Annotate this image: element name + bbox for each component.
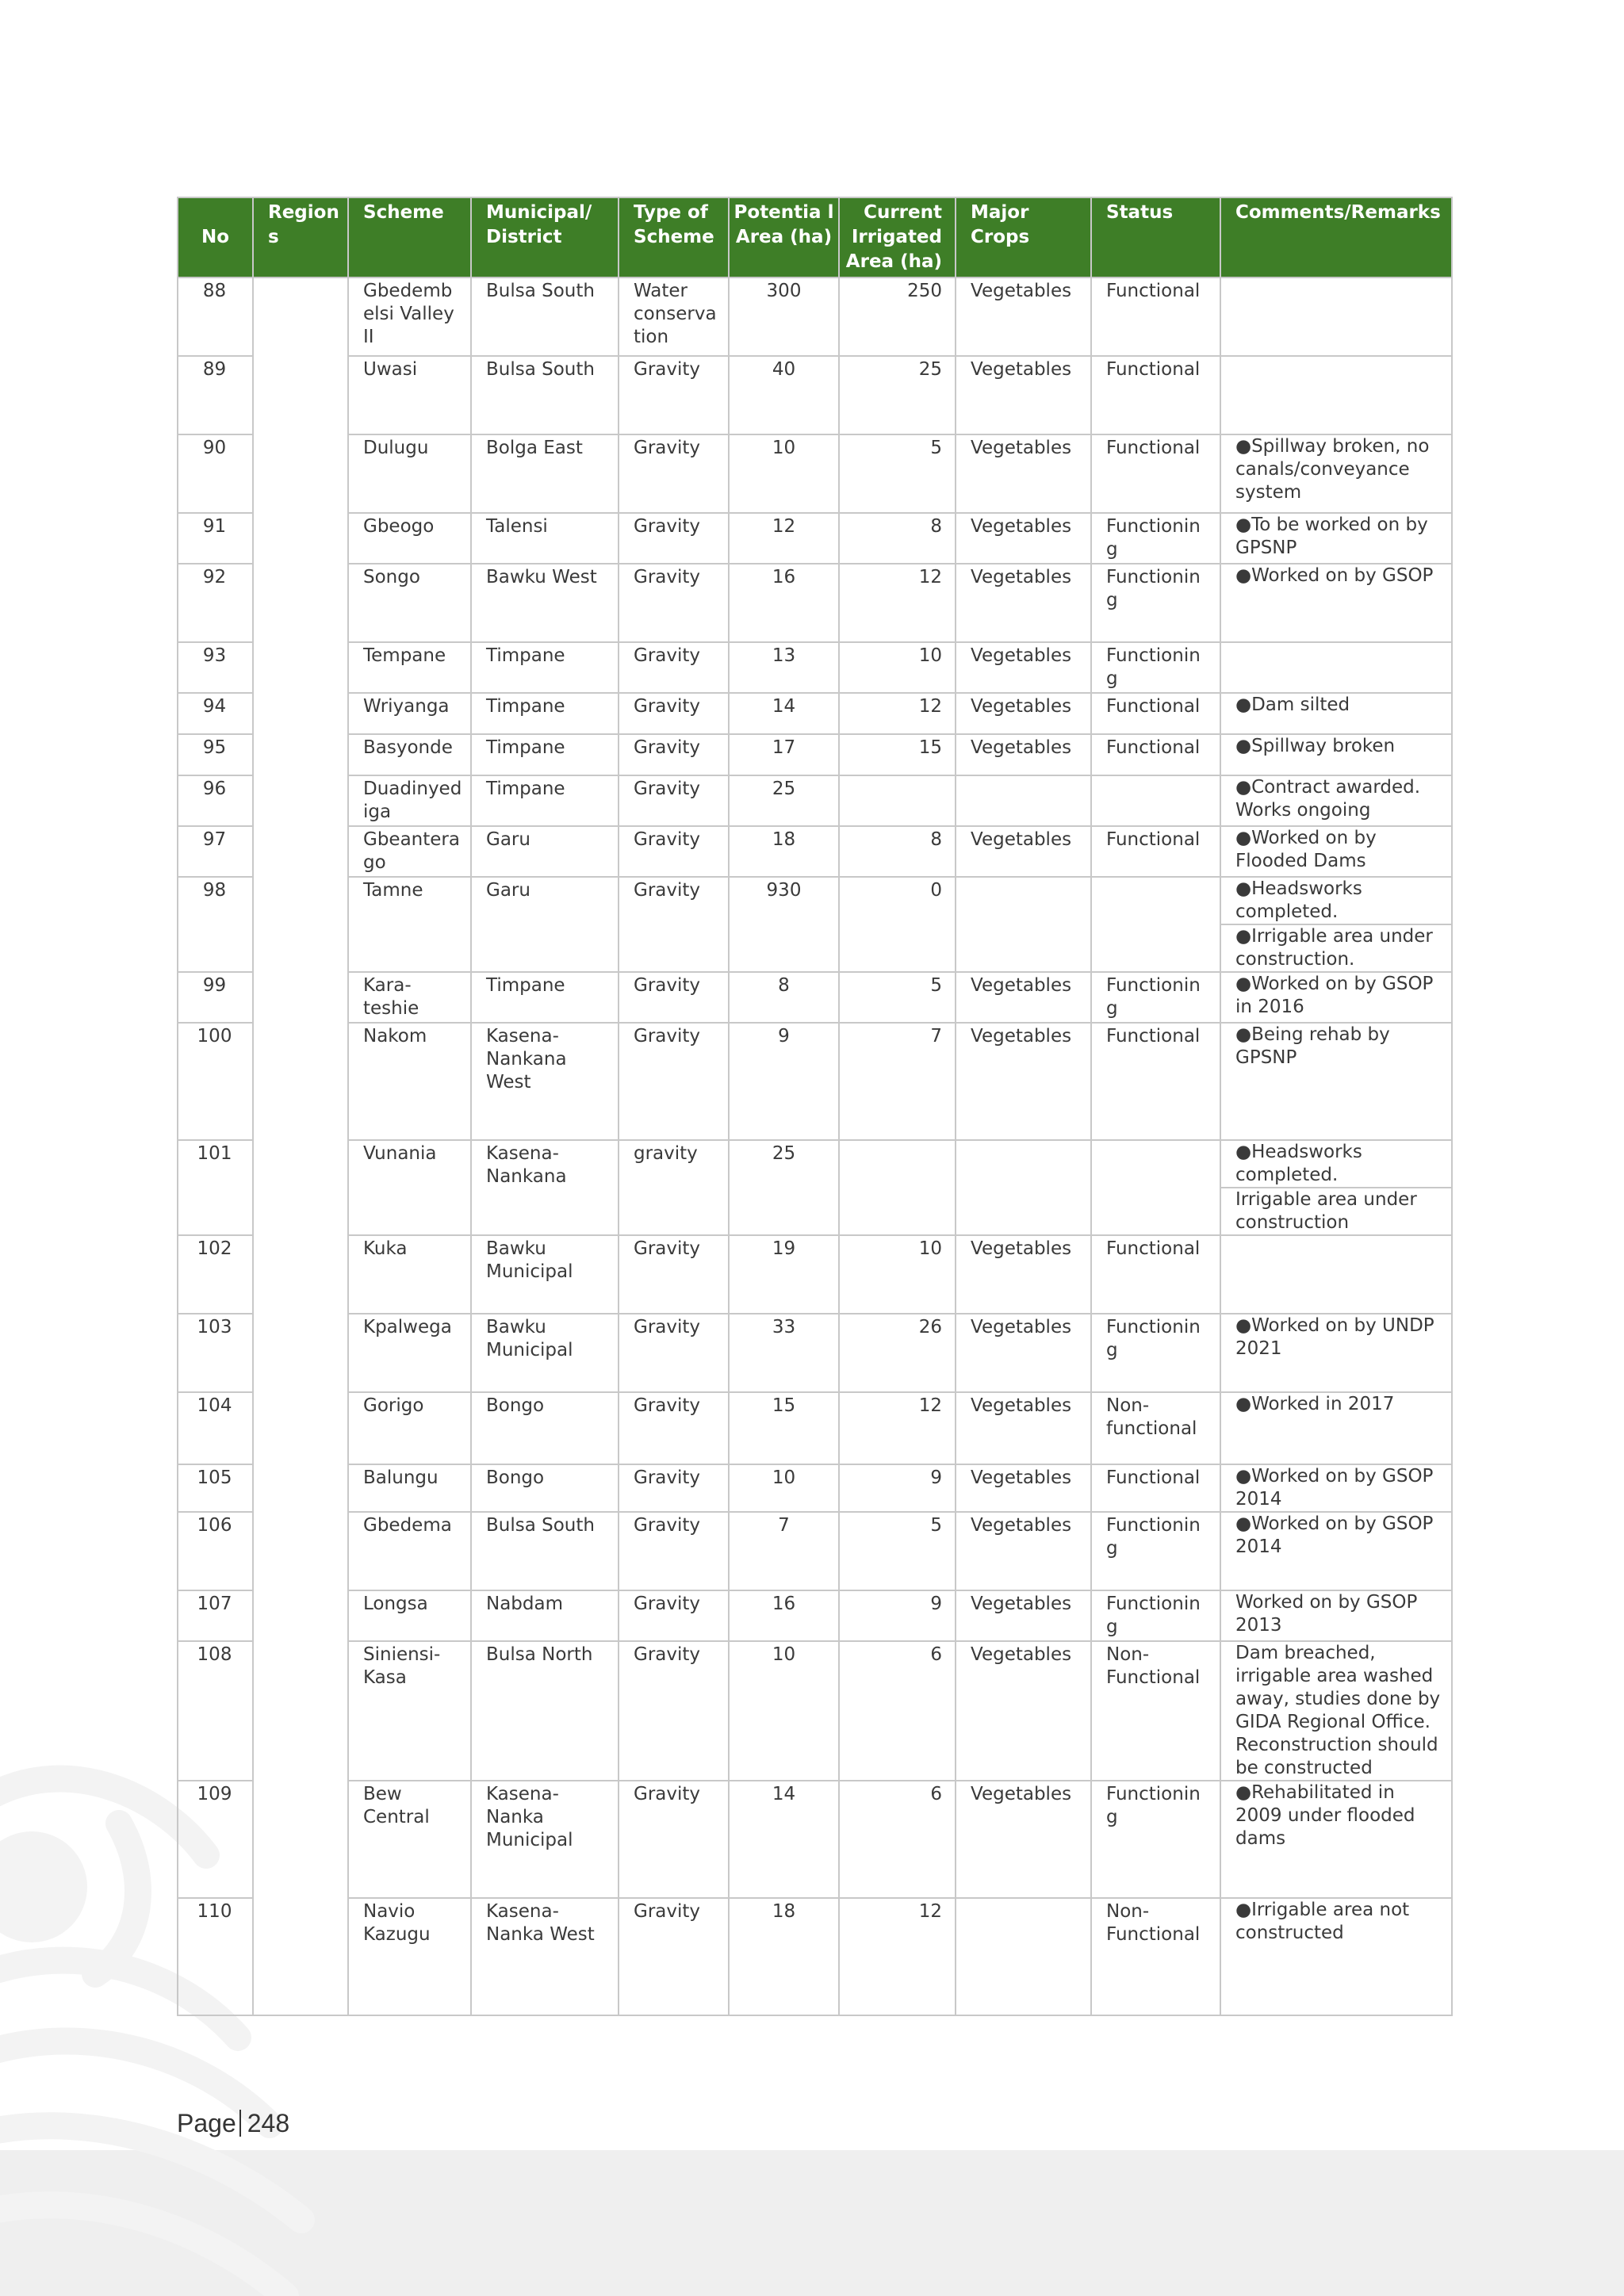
cell-type: Gravity	[619, 1512, 729, 1590]
cell-no: 107	[178, 1590, 253, 1641]
cell-potential-area: 14	[729, 1781, 839, 1898]
cell-potential-area: 8	[729, 972, 839, 1023]
table-row	[178, 1464, 1452, 1512]
cell-type: Gravity	[619, 1392, 729, 1464]
cell-current-area: 8	[839, 826, 956, 877]
cell-status: Functional	[1091, 826, 1220, 877]
cell-district: Bulsa South	[471, 1512, 619, 1590]
cell-type: Gravity	[619, 513, 729, 564]
cell-potential-area: 16	[729, 564, 839, 642]
cell-status: Functional	[1091, 693, 1220, 734]
comment-line: ●Worked on by GSOP in 2016	[1235, 974, 1434, 1017]
comment-line: Dam breached, irrigable area washed away, studies done by GIDA Regional Office. Reconstruction should be constructed	[1235, 1643, 1441, 1778]
cell-status: Non- Functional	[1091, 1898, 1220, 2015]
comment-line: ●Irrigable area not constructed	[1235, 1900, 1410, 1943]
cell-current-area: 12	[839, 564, 956, 642]
cell-current-area: 25	[839, 356, 956, 434]
table-row	[178, 513, 1452, 564]
cell-comments	[1220, 1235, 1452, 1314]
cell-status: Functionin g	[1091, 1512, 1220, 1590]
comment-line: ●Worked on by GSOP	[1235, 565, 1434, 586]
cell-district: Bulsa South	[471, 277, 619, 356]
cell-scheme: Kpalwega	[348, 1314, 471, 1392]
cell-potential-area: 7	[729, 1512, 839, 1590]
cell-potential-area: 19	[729, 1235, 839, 1314]
cell-status: Functionin g	[1091, 642, 1220, 693]
cell-comments	[1220, 513, 1452, 564]
page-number-label	[177, 2109, 289, 2138]
comment-line: ●Spillway broken	[1235, 736, 1396, 756]
cell-major-crops: Vegetables	[956, 1392, 1091, 1464]
cell-major-crops: Vegetables	[956, 642, 1091, 693]
cell-district: Bongo	[471, 1392, 619, 1464]
cell-comments	[1220, 1898, 1452, 2015]
header-no: No	[178, 197, 253, 277]
cell-potential-area: 17	[729, 734, 839, 775]
cell-potential-area: 10	[729, 1464, 839, 1512]
comment-line: ●To be worked on by GPSNP	[1235, 515, 1428, 558]
cell-district: Bongo	[471, 1464, 619, 1512]
cell-no: 92	[178, 564, 253, 642]
cell-no: 102	[178, 1235, 253, 1314]
cell-status: Functionin g	[1091, 564, 1220, 642]
comment-line: ●Dam silted	[1235, 695, 1350, 715]
cell-status: Functionin g	[1091, 972, 1220, 1023]
cell-major-crops: Vegetables	[956, 1590, 1091, 1641]
cell-scheme: Kuka	[348, 1235, 471, 1314]
cell-scheme: Longsa	[348, 1590, 471, 1641]
cell-comments	[1220, 734, 1452, 775]
cell-scheme: Balungu	[348, 1464, 471, 1512]
comment-line: Irrigable area under construction	[1221, 1187, 1451, 1234]
table-row	[178, 1140, 1452, 1235]
cell-major-crops: Vegetables	[956, 434, 1091, 513]
table-header-row	[178, 197, 1452, 277]
header-status: Status	[1091, 197, 1220, 277]
table-row	[178, 972, 1452, 1023]
cell-no: 91	[178, 513, 253, 564]
cell-comments	[1220, 826, 1452, 877]
cell-type: Gravity	[619, 356, 729, 434]
cell-potential-area: 33	[729, 1314, 839, 1392]
comment-line: Worked on by GSOP 2013	[1235, 1592, 1418, 1636]
cell-major-crops: Vegetables	[956, 1235, 1091, 1314]
cell-no: 93	[178, 642, 253, 693]
cell-district: Bawku Municipal	[471, 1314, 619, 1392]
cell-district: Timpane	[471, 734, 619, 775]
cell-potential-area: 40	[729, 356, 839, 434]
cell-status: Functional	[1091, 356, 1220, 434]
cell-status	[1091, 775, 1220, 826]
cell-comments	[1220, 564, 1452, 642]
cell-type: Gravity	[619, 877, 729, 972]
cell-type: Gravity	[619, 826, 729, 877]
table-row	[178, 1590, 1452, 1641]
header-potential-area: Potentia l Area (ha)	[729, 197, 839, 277]
cell-major-crops: Vegetables	[956, 826, 1091, 877]
cell-no: 103	[178, 1314, 253, 1392]
table-row	[178, 1023, 1452, 1140]
comment-line: ●Being rehab by GPSNP	[1235, 1024, 1390, 1068]
cell-current-area: 5	[839, 434, 956, 513]
cell-no: 109	[178, 1781, 253, 1898]
cell-scheme: Gbedemb elsi Valley II	[348, 277, 471, 356]
cell-potential-area: 14	[729, 693, 839, 734]
cell-no: 104	[178, 1392, 253, 1464]
table-row	[178, 564, 1452, 642]
cell-major-crops: Vegetables	[956, 693, 1091, 734]
cell-type: Gravity	[619, 642, 729, 693]
cell-major-crops: Vegetables	[956, 277, 1091, 356]
cell-major-crops	[956, 1898, 1091, 2015]
cell-potential-area: 15	[729, 1392, 839, 1464]
page-word: Page	[177, 2109, 236, 2137]
cell-status: Functional	[1091, 1023, 1220, 1140]
cell-current-area: 12	[839, 1898, 956, 2015]
cell-major-crops: Vegetables	[956, 1641, 1091, 1781]
header-scheme: Scheme	[348, 197, 471, 277]
cell-district: Kasena- Nanka Municipal	[471, 1781, 619, 1898]
table-row	[178, 734, 1452, 775]
cell-type: Gravity	[619, 564, 729, 642]
cell-type: Gravity	[619, 693, 729, 734]
cell-comments	[1220, 1023, 1452, 1140]
cell-region	[253, 277, 348, 2015]
cell-comments	[1220, 1464, 1452, 1512]
cell-scheme: Uwasi	[348, 356, 471, 434]
table-row	[178, 775, 1452, 826]
table-row	[178, 1781, 1452, 1898]
table-row	[178, 1641, 1452, 1781]
cell-type: Gravity	[619, 1641, 729, 1781]
cell-scheme: Gbeogo	[348, 513, 471, 564]
cell-type: Gravity	[619, 1590, 729, 1641]
cell-type: gravity	[619, 1140, 729, 1235]
cell-scheme: Dulugu	[348, 434, 471, 513]
comment-line: ●Irrigable area under construction.	[1221, 924, 1451, 971]
cell-status: Functionin g	[1091, 1314, 1220, 1392]
cell-comments	[1220, 1781, 1452, 1898]
cell-comments	[1220, 877, 1452, 972]
cell-major-crops: Vegetables	[956, 1781, 1091, 1898]
cell-current-area: 9	[839, 1590, 956, 1641]
cell-potential-area: 18	[729, 826, 839, 877]
cell-scheme: Tempane	[348, 642, 471, 693]
table-body	[178, 277, 1452, 2015]
cell-no: 97	[178, 826, 253, 877]
cell-current-area	[839, 775, 956, 826]
cell-status	[1091, 1140, 1220, 1235]
cell-scheme: Bew Central	[348, 1781, 471, 1898]
cell-major-crops	[956, 877, 1091, 972]
cell-type: Gravity	[619, 434, 729, 513]
cell-district: Talensi	[471, 513, 619, 564]
cell-no: 110	[178, 1898, 253, 2015]
cell-type: Water conserva tion	[619, 277, 729, 356]
cell-district: Timpane	[471, 693, 619, 734]
header-district: Municipal/ District	[471, 197, 619, 277]
cell-potential-area: 13	[729, 642, 839, 693]
cell-comments	[1220, 693, 1452, 734]
cell-type: Gravity	[619, 972, 729, 1023]
cell-type: Gravity	[619, 1023, 729, 1140]
cell-potential-area: 10	[729, 434, 839, 513]
cell-major-crops: Vegetables	[956, 1023, 1091, 1140]
comment-line: ●Worked on by UNDP 2021	[1235, 1315, 1434, 1359]
cell-scheme: Vunania	[348, 1140, 471, 1235]
cell-comments	[1220, 1641, 1452, 1781]
cell-current-area: 12	[839, 693, 956, 734]
cell-comments	[1220, 1392, 1452, 1464]
cell-district: Bawku West	[471, 564, 619, 642]
cell-status: Functional	[1091, 277, 1220, 356]
cell-comments	[1220, 1590, 1452, 1641]
table-row	[178, 1235, 1452, 1314]
cell-no: 105	[178, 1464, 253, 1512]
cell-comments	[1220, 642, 1452, 693]
comment-line: ●Worked on by GSOP 2014	[1235, 1513, 1434, 1557]
cell-major-crops	[956, 775, 1091, 826]
cell-no: 94	[178, 693, 253, 734]
cell-no: 96	[178, 775, 253, 826]
cell-status: Non- Functional	[1091, 1641, 1220, 1781]
cell-current-area: 9	[839, 1464, 956, 1512]
cell-no: 88	[178, 277, 253, 356]
header-major-crops: Major Crops	[956, 197, 1091, 277]
cell-scheme: Gorigo	[348, 1392, 471, 1464]
cell-status: Non- functional	[1091, 1392, 1220, 1464]
cell-major-crops: Vegetables	[956, 513, 1091, 564]
cell-type: Gravity	[619, 1314, 729, 1392]
cell-type: Gravity	[619, 734, 729, 775]
cell-scheme: Songo	[348, 564, 471, 642]
cell-current-area: 6	[839, 1641, 956, 1781]
cell-no: 100	[178, 1023, 253, 1140]
cell-comments	[1220, 1314, 1452, 1392]
table-row	[178, 826, 1452, 877]
table-row	[178, 1392, 1452, 1464]
cell-current-area: 250	[839, 277, 956, 356]
cell-potential-area: 16	[729, 1590, 839, 1641]
table-row	[178, 642, 1452, 693]
cell-current-area: 8	[839, 513, 956, 564]
cell-status: Functional	[1091, 734, 1220, 775]
cell-major-crops: Vegetables	[956, 1464, 1091, 1512]
cell-status: Functional	[1091, 1464, 1220, 1512]
header-current-area: Current Irrigated Area (ha)	[839, 197, 956, 277]
cell-comments	[1220, 1140, 1452, 1235]
cell-scheme: Siniensi- Kasa	[348, 1641, 471, 1781]
cell-status: Functionin g	[1091, 1590, 1220, 1641]
cell-no: 95	[178, 734, 253, 775]
cell-current-area: 0	[839, 877, 956, 972]
cell-no: 101	[178, 1140, 253, 1235]
cell-scheme: Basyonde	[348, 734, 471, 775]
cell-comments	[1220, 356, 1452, 434]
cell-major-crops: Vegetables	[956, 564, 1091, 642]
comment-line: ●Headsworks completed.	[1235, 1142, 1362, 1185]
table-row	[178, 1512, 1452, 1590]
cell-potential-area: 25	[729, 1140, 839, 1235]
cell-status: Functional	[1091, 1235, 1220, 1314]
cell-district: Kasena- Nanka West	[471, 1898, 619, 2015]
cell-major-crops: Vegetables	[956, 1512, 1091, 1590]
cell-status: Functionin g	[1091, 1781, 1220, 1898]
cell-scheme: Navio Kazugu	[348, 1898, 471, 2015]
cell-major-crops: Vegetables	[956, 972, 1091, 1023]
cell-district: Bolga East	[471, 434, 619, 513]
cell-potential-area: 9	[729, 1023, 839, 1140]
cell-major-crops: Vegetables	[956, 356, 1091, 434]
table-row	[178, 434, 1452, 513]
cell-current-area: 10	[839, 642, 956, 693]
cell-potential-area: 18	[729, 1898, 839, 2015]
cell-scheme: Gbeantera go	[348, 826, 471, 877]
header-type: Type of Scheme	[619, 197, 729, 277]
cell-major-crops	[956, 1140, 1091, 1235]
cell-district: Bulsa South	[471, 356, 619, 434]
comment-line: ●Worked on by Flooded Dams	[1235, 828, 1377, 871]
cell-comments	[1220, 1512, 1452, 1590]
comment-line: ●Worked on by GSOP 2014	[1235, 1466, 1434, 1510]
cell-district: Bawku Municipal	[471, 1235, 619, 1314]
cell-scheme: Nakom	[348, 1023, 471, 1140]
cell-type: Gravity	[619, 775, 729, 826]
cell-district: Timpane	[471, 642, 619, 693]
cell-district: Nabdam	[471, 1590, 619, 1641]
table-row	[178, 1898, 1452, 2015]
cell-scheme: Gbedema	[348, 1512, 471, 1590]
cell-type: Gravity	[619, 1235, 729, 1314]
cell-current-area: 26	[839, 1314, 956, 1392]
cell-current-area	[839, 1140, 956, 1235]
cell-current-area: 6	[839, 1781, 956, 1898]
cell-major-crops: Vegetables	[956, 1314, 1091, 1392]
cell-no: 89	[178, 356, 253, 434]
cell-current-area: 7	[839, 1023, 956, 1140]
cell-potential-area: 300	[729, 277, 839, 356]
cell-no: 90	[178, 434, 253, 513]
cell-current-area: 12	[839, 1392, 956, 1464]
comment-line: ●Rehabilitated in 2009 under flooded dams	[1235, 1782, 1415, 1849]
cell-comments	[1220, 775, 1452, 826]
table-row	[178, 877, 1452, 972]
page-number: 248	[247, 2109, 290, 2137]
cell-comments	[1220, 972, 1452, 1023]
table-row	[178, 277, 1452, 356]
cell-type: Gravity	[619, 1781, 729, 1898]
cell-status: Functional	[1091, 434, 1220, 513]
cell-no: 98	[178, 877, 253, 972]
header-comments: Comments/Remarks	[1220, 197, 1452, 277]
page-separator	[239, 2110, 241, 2137]
cell-current-area: 10	[839, 1235, 956, 1314]
cell-status	[1091, 877, 1220, 972]
cell-potential-area: 25	[729, 775, 839, 826]
cell-scheme: Wriyanga	[348, 693, 471, 734]
irrigation-schemes-table	[177, 197, 1453, 2016]
cell-potential-area: 12	[729, 513, 839, 564]
cell-no: 108	[178, 1641, 253, 1781]
cell-potential-area: 10	[729, 1641, 839, 1781]
cell-district: Garu	[471, 826, 619, 877]
comment-line: ●Headsworks completed.	[1235, 878, 1362, 922]
cell-scheme: Tamne	[348, 877, 471, 972]
table-row	[178, 693, 1452, 734]
header-region: Region s	[253, 197, 348, 277]
table-row	[178, 356, 1452, 434]
cell-current-area: 15	[839, 734, 956, 775]
cell-district: Garu	[471, 877, 619, 972]
cell-status: Functionin g	[1091, 513, 1220, 564]
cell-current-area: 5	[839, 1512, 956, 1590]
table-row	[178, 1314, 1452, 1392]
cell-no: 99	[178, 972, 253, 1023]
cell-district: Bulsa North	[471, 1641, 619, 1781]
comment-line: ●Spillway broken, no canals/conveyance system	[1235, 436, 1430, 503]
cell-district: Kasena- Nankana	[471, 1140, 619, 1235]
cell-comments	[1220, 277, 1452, 356]
cell-current-area: 5	[839, 972, 956, 1023]
cell-scheme: Duadinyed iga	[348, 775, 471, 826]
cell-district: Timpane	[471, 775, 619, 826]
cell-type: Gravity	[619, 1898, 729, 2015]
comment-line: ●Worked in 2017	[1235, 1394, 1395, 1414]
cell-district: Kasena- Nankana West	[471, 1023, 619, 1140]
cell-major-crops: Vegetables	[956, 734, 1091, 775]
cell-district: Timpane	[471, 972, 619, 1023]
comment-line: ●Contract awarded. Works ongoing	[1235, 777, 1421, 821]
cell-comments	[1220, 434, 1452, 513]
cell-scheme: Kara- teshie	[348, 972, 471, 1023]
cell-potential-area: 930	[729, 877, 839, 972]
cell-no: 106	[178, 1512, 253, 1590]
cell-type: Gravity	[619, 1464, 729, 1512]
